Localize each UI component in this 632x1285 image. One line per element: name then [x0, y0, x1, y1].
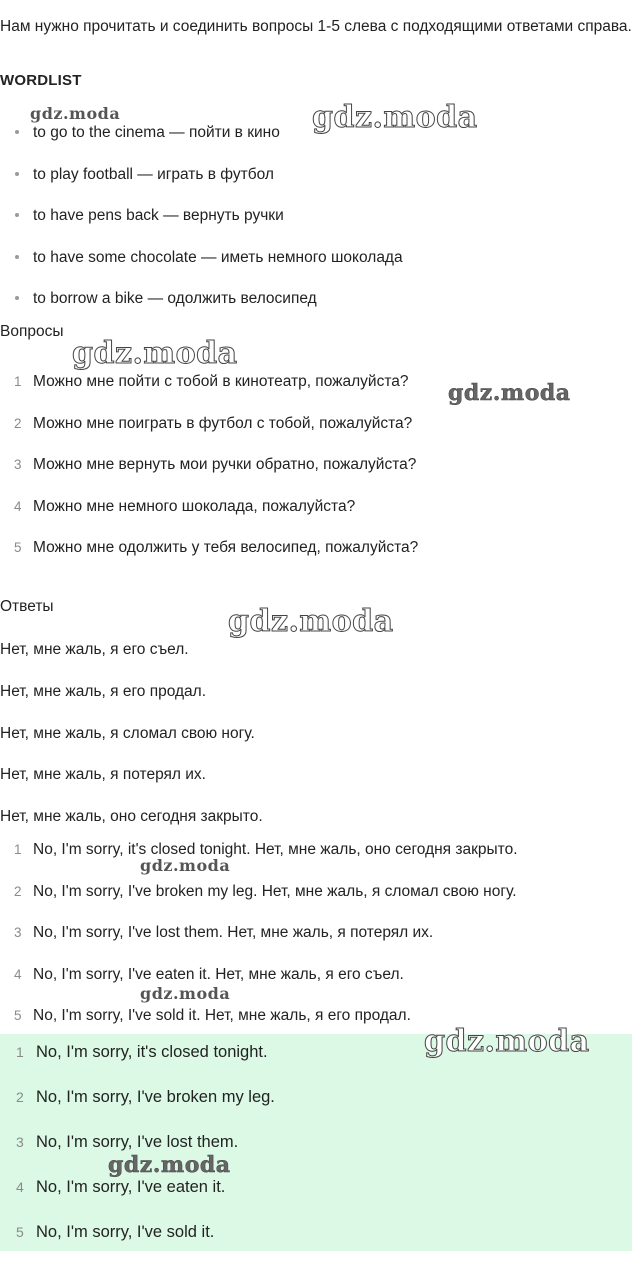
matched-text: No, I'm sorry, it's closed tonight. Нет, мне жаль, оно сегодня закрыто.	[33, 841, 518, 858]
answer-item: Нет, мне жаль, я потерял их.	[0, 766, 206, 784]
answers-list	[0, 629, 263, 838]
list-item	[0, 237, 600, 279]
question-text: Можно мне вернуть мои ручки обратно, пожалуйста?	[33, 456, 417, 474]
item-number: 1	[14, 374, 22, 389]
item-number: 3	[14, 925, 22, 941]
item-number: 2	[14, 415, 22, 431]
final-answer-text: No, I'm sorry, it's closed tonight.	[36, 1043, 268, 1061]
item-number: 4	[14, 498, 22, 514]
matched-item	[0, 954, 632, 996]
watermark: gdz.moda	[140, 984, 231, 1003]
wordlist-heading: WORDLIST	[0, 72, 82, 89]
matched-text: No, I'm sorry, I've lost them. Нет, мне жаль, я потерял их.	[33, 924, 434, 942]
list-item	[0, 278, 600, 320]
final-answer-item	[0, 1079, 632, 1124]
questions-heading: Вопросы	[0, 323, 64, 340]
item-number: 5	[14, 540, 22, 556]
watermark: gdz.moda	[140, 856, 231, 875]
final-answer-text: No, I'm sorry, I've broken my leg.	[36, 1088, 275, 1106]
matched-item	[0, 871, 632, 913]
answer-item: Нет, мне жаль, я его продал.	[0, 682, 207, 700]
watermark: gdz.moda	[228, 604, 394, 639]
matched-text: No, I'm sorry, I've broken my leg. Нет, мне жаль, я сломал свою ногу.	[33, 882, 517, 900]
question-item	[0, 403, 632, 445]
item-number: 5	[16, 1224, 24, 1240]
item-number: 3	[16, 1134, 24, 1150]
final-answer-item	[0, 1169, 632, 1214]
wordlist-item-text: to play football — играть в футбол	[33, 165, 274, 183]
final-answers-box	[0, 1034, 632, 1251]
answer-item: Нет, мне жаль, оно сегодня закрыто.	[0, 808, 263, 826]
watermark: gdz.moda	[312, 100, 478, 135]
item-number: 1	[14, 842, 22, 857]
bullet-icon	[15, 213, 19, 217]
question-item	[0, 527, 632, 569]
matched-text: No, I'm sorry, I've eaten it. Нет, мне жаль, я его съел.	[33, 965, 404, 983]
list-item	[0, 195, 600, 237]
matched-text: No, I'm sorry, I've sold it. Нет, мне жаль, я его продал.	[33, 1007, 411, 1025]
final-answer-text: No, I'm sorry, I've lost them.	[36, 1133, 239, 1151]
answer-item: Нет, мне жаль, я его съел.	[0, 641, 189, 658]
answer-item: Нет, мне жаль, я сломал свою ногу.	[0, 724, 255, 742]
item-number: 4	[16, 1179, 24, 1195]
wordlist-item-text: to borrow a bike — одолжить велосипед	[33, 290, 317, 308]
wordlist-item-text: to have pens back — вернуть ручки	[33, 207, 284, 225]
watermark: gdz.moda	[448, 380, 571, 406]
item-number: 2	[16, 1089, 24, 1105]
bullet-icon	[15, 172, 19, 176]
wordlist-item-text: to have some chocolate — иметь немного шоколада	[33, 248, 403, 266]
final-answer-text: No, I'm sorry, I've eaten it.	[36, 1178, 226, 1196]
item-number: 2	[14, 883, 22, 899]
question-text: Можно мне одолжить у тебя велосипед, пожалуйста?	[33, 539, 419, 557]
matched-item	[0, 912, 632, 954]
final-answers-list	[0, 1034, 632, 1259]
watermark: gdz.moda	[424, 1024, 590, 1059]
item-number: 5	[14, 1008, 22, 1024]
watermark: gdz.moda	[108, 1152, 231, 1178]
question-text: Можно мне немного шоколада, пожалуйста?	[33, 497, 356, 515]
question-text: Можно мне пойти с тобой в кинотеатр, пожалуйста?	[33, 373, 409, 390]
wordlist	[0, 112, 600, 320]
question-item	[0, 444, 632, 486]
question-item	[0, 486, 632, 528]
matched-list	[0, 829, 632, 1037]
final-answer-item	[0, 1124, 632, 1169]
bullet-icon	[15, 130, 19, 134]
intro-text: Нам нужно прочитать и соединить вопросы 1-5 слева с подходящими ответами справа.	[0, 18, 632, 35]
item-number: 3	[14, 457, 22, 473]
bullet-icon	[15, 296, 19, 300]
item-number: 1	[16, 1044, 24, 1060]
watermark: gdz.moda	[30, 104, 121, 123]
bullet-icon	[15, 255, 19, 259]
question-text: Можно мне поиграть в футбол с тобой, пожалуйста?	[33, 414, 413, 432]
final-answer-item	[0, 1214, 632, 1259]
list-item	[0, 154, 600, 196]
final-answer-text: No, I'm sorry, I've sold it.	[36, 1223, 215, 1241]
wordlist-item-text: to go to the cinema — пойти в кино	[33, 124, 280, 141]
item-number: 4	[14, 966, 22, 982]
answers-heading: Ответы	[0, 598, 54, 615]
matched-item	[0, 829, 632, 871]
watermark: gdz.moda	[72, 336, 238, 371]
